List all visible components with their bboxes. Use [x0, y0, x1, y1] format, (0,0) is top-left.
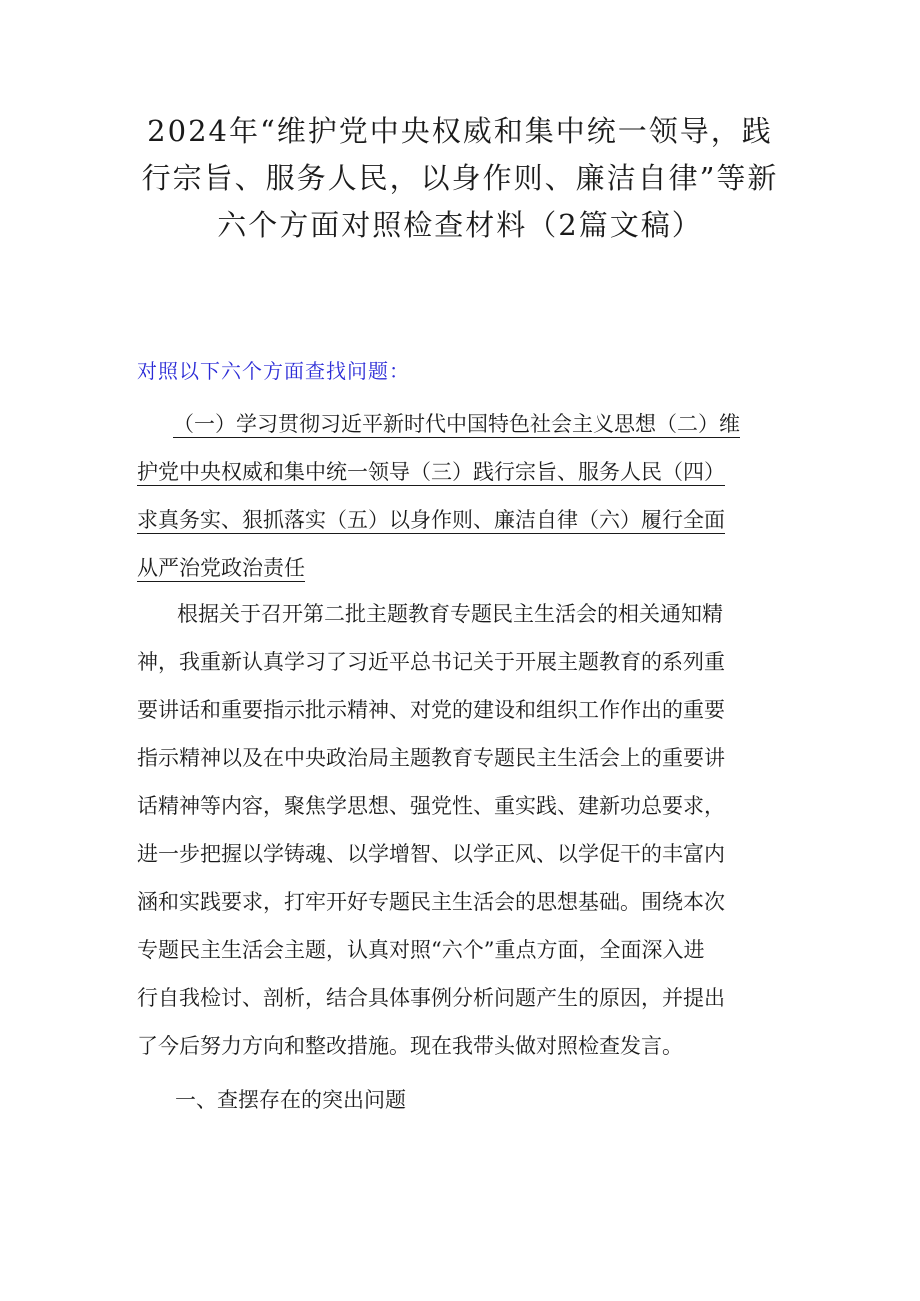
title-line: 行宗旨、服务人民，以身作则、廉洁自律”等新	[141, 161, 779, 195]
paragraph-line: 进一步把握以学铸魂、以学增智、以学正风、以学促干的丰富内	[137, 842, 725, 866]
paragraph-line: 神，我重新认真学习了习近平总书记关于开展主题教育的系列重	[137, 650, 725, 674]
list-line: 从严治党政治责任	[137, 556, 305, 580]
paragraph-line: 根据关于召开第二批主题教育专题民主生活会的相关通知精	[177, 602, 723, 626]
six-aspects-list	[137, 400, 792, 592]
title-line: 六个方面对照检查材料（2篇文稿）	[217, 208, 703, 242]
paragraph-line: 要讲话和重要指示批示精神、对党的建设和组织工作作出的重要	[137, 698, 725, 722]
body-paragraph	[137, 590, 792, 1070]
paragraph-line: 了今后努力方向和整改措施。现在我带头做对照检查发言。	[137, 1034, 683, 1058]
paragraph-line: 指示精神以及在中央政治局主题教育专题民主生活会上的重要讲	[137, 746, 725, 770]
paragraph-line: 专题民主生活会主题，认真对照“六个”重点方面，全面深入进	[137, 938, 705, 962]
paragraph-line: 行自我检讨、剖析，结合具体事例分析问题产生的原因，并提出	[137, 986, 725, 1010]
intro-text: 对照以下六个方面查找问题：	[137, 359, 410, 383]
section-heading: 一、查摆存在的突出问题	[175, 1088, 406, 1112]
paragraph-line: 话精神等内容，聚焦学思想、强党性、重实践、建新功总要求，	[137, 794, 725, 818]
document-title	[120, 108, 800, 249]
title-line: 2024年“维护党中央权威和集中统一领导，践	[147, 114, 773, 148]
list-line: 护党中央权威和集中统一领导（三）践行宗旨、服务人民（四）	[137, 460, 725, 484]
list-line: 求真务实、狠抓落实（五）以身作则、廉洁自律（六）履行全面	[137, 508, 725, 532]
paragraph-line: 涵和实践要求，打牢开好专题民主生活会的思想基础。围绕本次	[137, 890, 725, 914]
list-line: （一）学习贯彻习近平新时代中国特色社会主义思想（二）维	[173, 412, 740, 436]
